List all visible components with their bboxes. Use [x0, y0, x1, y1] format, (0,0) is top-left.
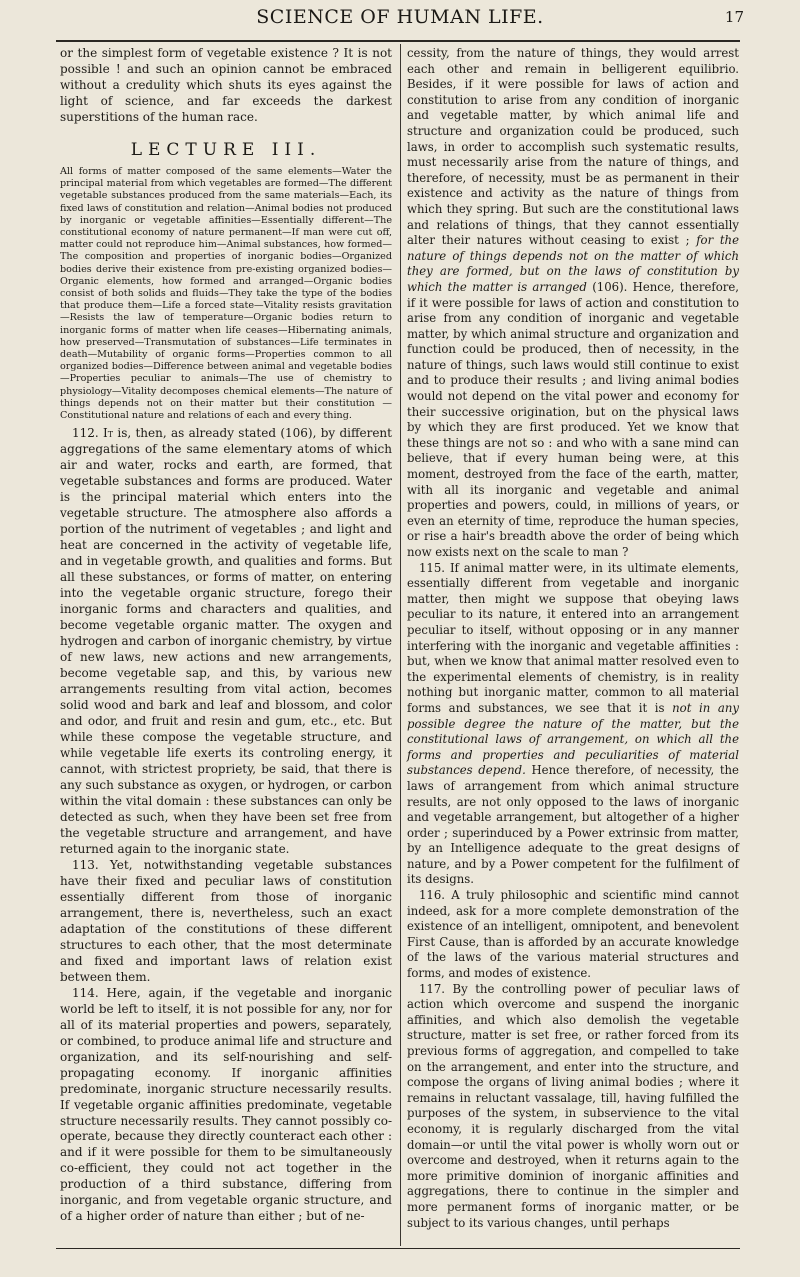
paragraph-text: (106). Hence, therefore, if it were possible for laws of action and constitution to arise from any condition of inorganic and vegetable matter, by which animal structure and organization and function could be produced, then of necessity, in the nature of things, such laws would still continue to exist and to produce their results ; and living animal bodies would not depend on the vital power and economy for their successive origination, but on the physical laws by which they are first produced. Yet we know that these things are not so : and who with a sane mind can believe, that if every human being were, at this moment, destroyed from the face of the earth, matter, with all its inorganic and vegetable and animal properties and powers, could, in millions of years, or even an eternity of time, reproduce the human species, or rise a hair's breadth above the order of being which now exists next on the scale to man ?: [407, 279, 740, 559]
running-head: SCIENCE OF HUMAN LIFE.: [256, 6, 544, 28]
paragraph-text: Hence therefore, of necessity, the laws of arrangement from which animal structure results, are not only opposed to the laws of inorganic and vegetable arrangement, but altogether of a higher order ; superinduced by a Power extrinsic from matter, by an Intelligence adequate to the great designs of nature, and by a Power competent for the fulfilment of its designs.: [407, 763, 739, 887]
lead-word: It: [103, 426, 114, 441]
left-column: [60, 46, 392, 1225]
paragraph-text: 115. If animal matter were, in its ultimate elements, essentially different from vegetable and inorganic matter, then might we suppose that obeying laws peculiar to its nature, it entered into an arrangement peculiar to itself, without opposing or in any manner interfering with the inorganic and vegetable affinities : but, when we know that animal matter resolved even to the experimental elements of chemistry, is in reality nothing but inorganic matter, common to all material forms and substances, we see that it is: [407, 560, 739, 715]
paragraph-text: cessity, from the nature of things, they would arrest each other and remain in belligerent equilibrio. Besides, if it were possible for laws of action and constitution to arise from any condition of inorganic and vegetable matter, by which animal life and structure and organization could be produced, such laws, in order to accomplish such systematic results, must necessarily arise from the nature of things, and therefore, of necessity, must be as permanent in their existence and activity as the nature of things from which they spring. But such are the constitutional laws and relations of things, that they cannot essentially alter their natures without ceasing to exist ;: [407, 46, 739, 248]
paragraph-112: [60, 426, 392, 858]
page-header: [60, 4, 744, 34]
italic-passage: for the nature of things depends not on the matter of which they are formed, but on the laws of constitution by which the matter is arranged: [407, 233, 739, 294]
paragraph-intro: or the simplest form of vegetable existence ? It is not possible ! and such an opinion cannot be embraced without a credulity which shuts its eyes against the light of science, and far exceeds the darkest superstitions of the human race.: [60, 46, 392, 124]
lecture-synopsis: All forms of matter composed of the same elements—Water the principal material from which vegetables are formed—The different vegetable substances produced from the same materials—Each, its fixed laws of constitution and relation—Animal bodies not produced by inorganic or vegetable affinities—Essentially different—The constitutional economy of nature permanent—If man were cut off, matter could not reproduce him—Animal substances, how formed—The composition and properties of inorganic bodies—Organized bodies derive their existence from pre-existing organized bodies—Organic elements, how formed and arranged—Organic bodies consist of both solids and fluids—They take the type of the bodies that produce them—Life a forced state—Vitality resists gravitation—Resists the law of temperature—Organic bodies return to inorganic forms of matter when life ceases—Hibernating animals, how preserved—Transmutation of substances—Life terminates in death—Mutability of organic forms—Properties common to all organized bodies—Difference between animal and vegetable bodies—Properties peculiar to animals—The use of chemistry to physiology—Vitality decomposes chemical elements—The nature of things depends not on their matter but their constitution — Constitutional nature and relations of each and every thing.: [60, 165, 392, 421]
italic-passage: not in any possible degree the nature of the matter, but the constitutional laws of arrangement, on which all the forms and properties and peculiarities of material substances depend.: [407, 700, 739, 778]
paragraph-115: [407, 561, 739, 888]
column-divider: [400, 44, 401, 1246]
right-column: [407, 46, 739, 1231]
paragraph-number: 112.: [72, 426, 99, 441]
page-number: 17: [724, 8, 744, 26]
paragraph-text: is, then, as already stated (106), by different aggregations of the same elementary atoms of which air and water, rocks and earth, are formed, that vegetable substances and forms are produced. Water is the principal material which enters into the vegetable structure. The atmosphere also affords a portion of the nutriment of vegetables ; and light and heat are concerned in the activity of vegetable life, and in vegetable growth, and qualities and forms. But all these substances, or forms of matter, on entering into the vegetable organic structure, forego their inorganic forms and characters and qualities, and become vegetable organic matter. The oxygen and hydrogen and carbon of inorganic chemistry, by virtue of new laws, new actions and new arrangements, become vegetable sap, and this, by various new arrangements resulting from vital action, becomes solid wood and bark and leaf and blossom, and color and odor, and fruit and resin and gum, etc., etc. But while these compose the vegetable structure, and while vegetable life exerts its controling energy, it cannot, with strictest propriety, be said, that there is any such substance as oxygen, or hydrogen, or carbon within the vital domain : these substances can only be detected as such, when they have been set free from the vegetable structure and arrangement, and have returned again to the inorganic state.: [60, 426, 392, 856]
footer-rule: [56, 1248, 740, 1249]
paragraph-113: 113. Yet, notwithstanding vegetable substances have their fixed and peculiar laws of constitution essentially different from those of inorganic arrangement, there is, nevertheless, such an exact adaptation of the constitutions of these different structures to each other, that the most determinate and fixed and important laws of relation exist between them.: [60, 857, 392, 984]
lecture-heading: LECTURE III.: [130, 139, 322, 160]
paragraph-117: 117. By the controlling power of peculiar laws of action which overcome and suspend the inorganic affinities, and which also demolish the vegetable structure, matter is set free, or rather forced from its previous forms of aggregation, and compelled to take on the arrangement, and enter into the structure, and compose the organs of living animal bodies ; where it remains in reluctant vassalage, till, having fulfilled the purposes of the system, in subservience to the vital economy, it is regularly discharged from the vital domain—or until the vital power is wholly worn out or overcome and destroyed, when it returns again to the more primitive dominion of inorganic affinities and aggregations, there to continue in the simpler and more permanent forms of inorganic matter, or be subject to its various changes, until perhaps: [407, 981, 739, 1230]
paragraph-114: 114. Here, again, if the vegetable and inorganic world be left to itself, it is not possible for any, nor for all of its material properties and powers, separately, or combined, to produce animal life and structure and organization, and its self-nourishing and self-propagating economy. If inorganic affinities predominate, inorganic structure necessarily results. If vegetable organic affinities predominate, vegetable structure necessarily results. They cannot possibly co-operate, because they directly counteract each other : and if it were possible for them to be simultaneously co-efficient, they could not act together in the production of a third substance, differing from inorganic, and from vegetable organic structure, and of a higher order of nature than either ; but of ne-: [60, 985, 392, 1224]
paragraph-continued: [407, 46, 739, 561]
header-rule: [56, 40, 740, 42]
paragraph-116: 116. A truly philosophic and scientific mind cannot indeed, ask for a more complete demonstration of the existence of an intelligent, omnipotent, and benevolent First Cause, than is afforded by an accurate knowledge of the laws of the various material structures and forms, and modes of existence.: [407, 888, 739, 981]
